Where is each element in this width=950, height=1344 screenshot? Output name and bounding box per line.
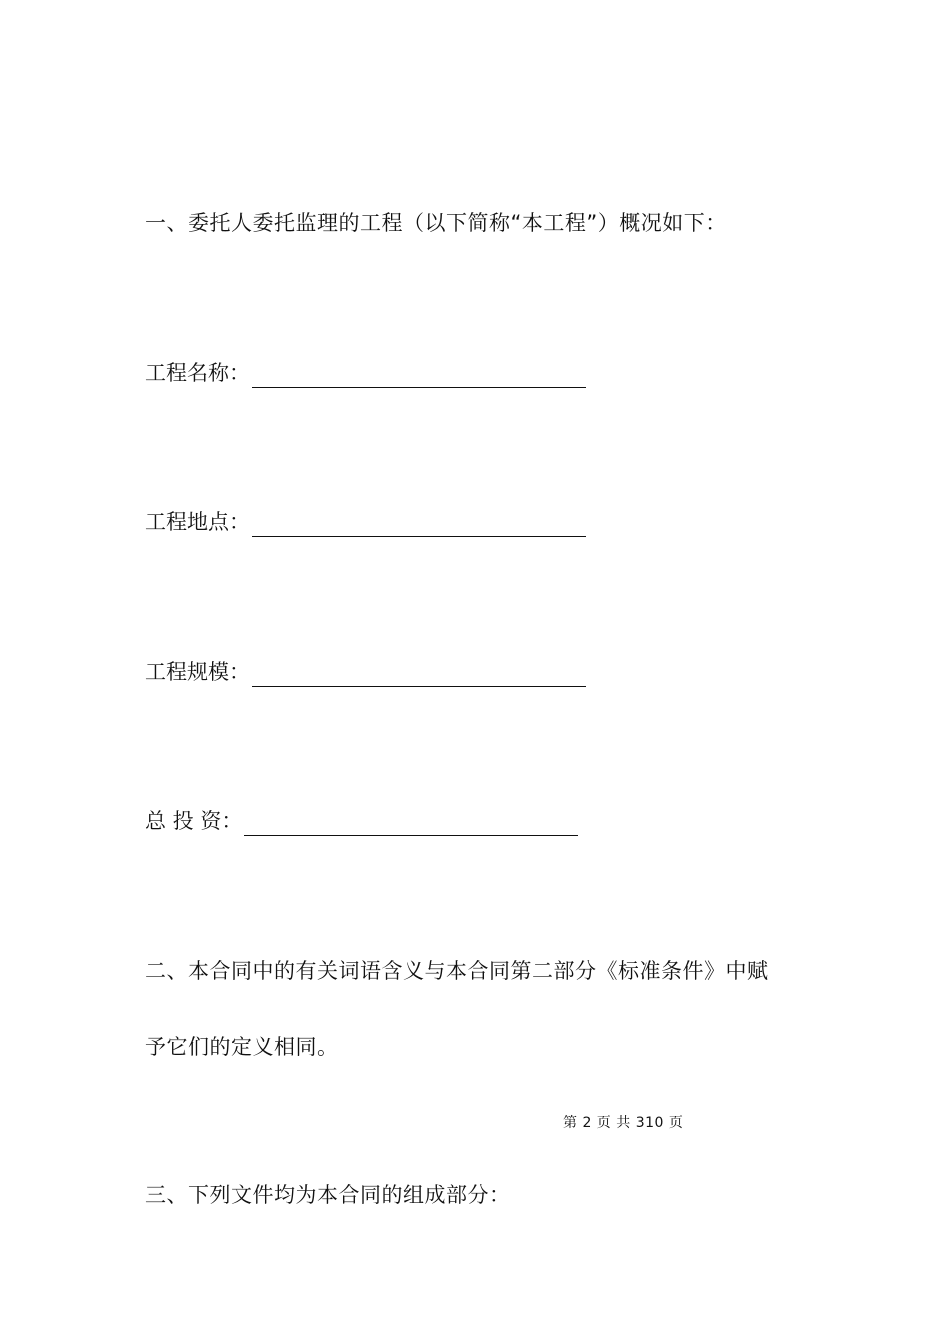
total-investment-blank-line[interactable] (244, 809, 578, 836)
field-project-location (145, 507, 586, 537)
section-2-line-2: 予它们的定义相同。 (145, 1035, 339, 1059)
section-3-heading: 三、下列文件均为本合同的组成部分： (145, 1183, 511, 1207)
page-number-footer: 第 2 页 共 310 页 (563, 1115, 684, 1131)
field-label-project-location: 工程地点： (145, 510, 250, 534)
project-scale-blank-line[interactable] (252, 660, 586, 687)
project-location-blank-line[interactable] (252, 510, 586, 537)
field-project-name (145, 358, 586, 388)
field-label-project-name: 工程名称： (145, 361, 250, 385)
project-name-blank-line[interactable] (252, 361, 586, 388)
field-label-project-scale: 工程规模： (145, 660, 250, 684)
section-2-line-1: 二、本合同中的有关词语含义与本合同第二部分《标准条件》中赋 (145, 959, 769, 983)
field-project-scale (145, 657, 586, 687)
field-label-total-investment: 总 投 资： (145, 809, 243, 833)
field-total-investment (145, 806, 578, 836)
section-1-heading: 一、委托人委托监理的工程（以下简称“本工程”）概况如下： (145, 211, 727, 235)
